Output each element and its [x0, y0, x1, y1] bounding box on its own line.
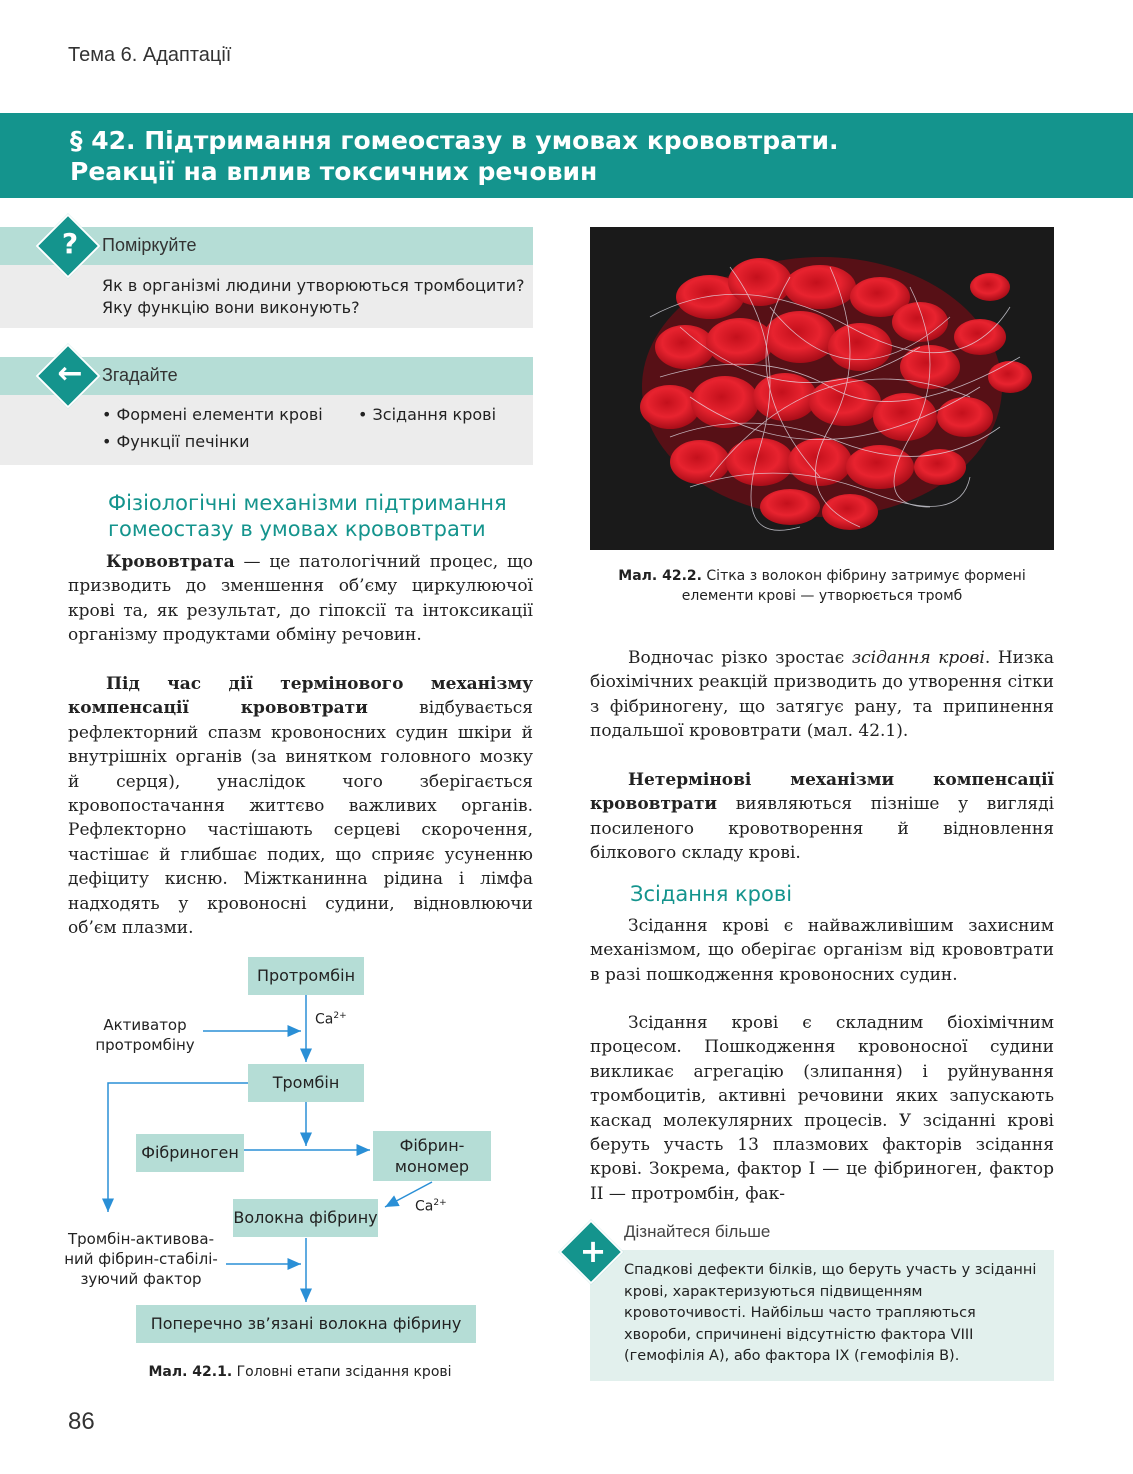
flow-box-fibrin-monomer: Фібрин- мономер	[373, 1131, 491, 1181]
flow-label-stabilizing-factor: Тромбін-активова- ний фібрин-стабілі- зуючий фактор	[64, 1230, 218, 1288]
learn-more-label: Дізнайтеся більше	[624, 1222, 771, 1241]
paragraph-coagulation-process: Зсідання крові є складним біохімічним процесом. Пошкодження кровоносної судини викликає агрегацію (злипання) і руйнування тромбоцитів, активні речовини яких запускають каскад молекулярних процесів. У зсіданні крові беруть участь 13 плазмових факторів зсідання крові. Зокрема, фактор I — це фібриноген, фактор II — протромбін, фак-	[590, 1013, 1054, 1204]
page-number: 86	[68, 1408, 95, 1435]
flow-ca-label-1: $Ca^{2+}$	[315, 1011, 347, 1028]
flow-ca-label-2: $Ca^{2+}$	[415, 1198, 447, 1215]
think-label: Поміркуйте	[102, 235, 197, 255]
blood-clot-illustration	[590, 227, 1054, 550]
title-line-1: § 42. Підтримання гомеостазу в умовах крововтрати.	[70, 126, 839, 155]
paragraph-coagulation-defense: Зсідання крові є найважливішим захисним механізмом, що оберігає організм від крововтрати в разі пошкодження кровоносних судин.	[590, 916, 1054, 985]
plus-icon: +	[579, 1232, 607, 1270]
paragraph-urgent-mechanism: Під час дії термінового механізму компенсації крововтрати відбувається рефлекторний спазм кровоносних судин шкіри й внутрішніх органів (за винятком головного мозку й серця), унаслідок чого зберігається кровопостачання життєво важливих органів. Рефлекторно частішають серцеві скорочення, частішає й глибшає подих, що сприяє усуненню дефіциту кисню. Міжтканинна рідина і лімфа надходять у кровоносні судини, відновлюючи об’єм плазми.	[68, 674, 534, 939]
recall-label: Згадайте	[102, 365, 178, 385]
title-line-2: Реакції на вплив токсичних речовин	[70, 157, 598, 186]
recall-item-1: • Формені елементи крові	[102, 405, 323, 424]
recall-item-3: • Функції печінки	[102, 432, 250, 451]
paragraph-coagulation-rises: Водночас різко зростає зсідання крові. Низка біохімічних реакцій призводить до утворення сітки з фібриногену, що затягує рану, та припинення подальшої крововтрати (мал. 42.1).	[590, 648, 1055, 742]
section-heading-coagulation: Зсідання крові	[630, 882, 793, 906]
learn-more-text: Спадкові дефекти білків, що беруть участь у зсіданні крові, характеризуються підвищенням кровоточивості. Найбільш часто трапляються хвороби, спричинені відсутністю фактора VIII (гемофілія A), або фактора IX (гемофілія B).	[624, 1262, 1037, 1364]
topic-header: Тема 6. Адаптації	[68, 44, 232, 66]
section-heading: Фізіологічні механізми підтримання гомеостазу в умовах крововтрати	[108, 491, 507, 541]
flow-box-fibrin-fibers: Волокна фібрину	[233, 1199, 378, 1237]
recall-item-2: • Зсідання крові	[358, 405, 497, 424]
arrow-left-icon: ←	[57, 356, 83, 391]
question-icon: ?	[61, 227, 79, 260]
learn-more-box	[590, 1250, 1054, 1381]
flow-box-fibrinogen: Фібриноген	[136, 1134, 244, 1172]
figure-42-1-caption: Мал. 42.1. Головні етапи зсідання крові	[148, 1364, 452, 1380]
flow-box-thrombin: Тромбін	[248, 1064, 364, 1102]
paragraph-non-urgent-mechanism: Нетермінові механізми компенсації крововтрати виявляються пізніше у вигляді посиленого кровотворення й відновлення білкового складу крові.	[590, 770, 1054, 864]
flow-label-activator: Активатор протромбіну	[95, 1016, 195, 1054]
figure-42-2-caption: Мал. 42.2. Сітка з волокон фібрину затримує формені елементи крові — утворюється тромб	[618, 568, 1026, 604]
flow-box-prothrombin: Протромбін	[248, 957, 364, 995]
paragraph-blood-loss: Крововтрата — це патологічний процес, що призводить до зменшення об’єму циркулюючої крові та, як результат, до гіпоксії та інтоксикації організму продуктами обміну речовин.	[68, 552, 533, 646]
flow-box-crosslinked: Поперечно зв’язані волокна фібрину	[136, 1305, 476, 1343]
think-text: Як в організмі людини утворюються тромбоцити? Яку функцію вони виконують?	[102, 276, 525, 317]
blood-clot-photo	[590, 227, 1054, 550]
